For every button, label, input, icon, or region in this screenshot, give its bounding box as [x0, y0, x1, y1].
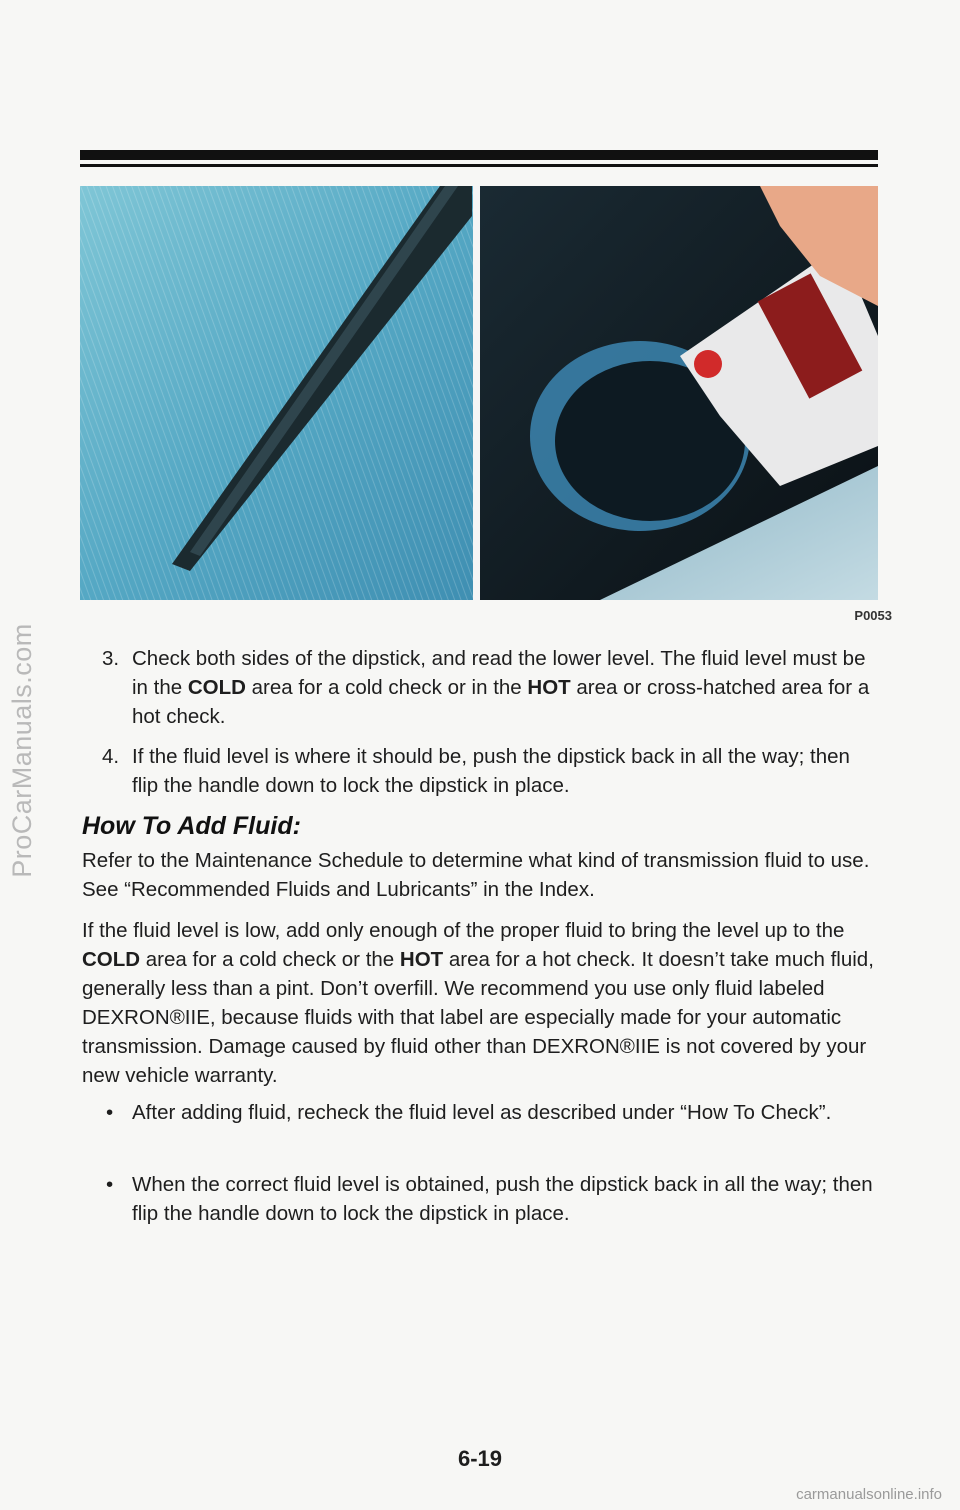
bullet-item [106, 1170, 876, 1228]
dipstick-photo [80, 186, 473, 600]
section-heading: How To Add Fluid: [82, 812, 301, 840]
header-rule-thick [80, 150, 878, 160]
figure-photos [80, 186, 878, 600]
hot-keyword: HOT [527, 676, 571, 699]
paragraph-refer: Refer to the Maintenance Schedule to determine what kind of transmission fluid to use. See “Recommended Fluids and Lubricants” in the Index. [82, 849, 870, 901]
step-text: Check both sides of the dipstick, and read the lower level. The fluid level must be in the COLD area for a cold check or in the HOT area or cross-hatched area for a hot check. [132, 647, 870, 728]
footer-watermark: carmanualsonline.info [796, 1486, 942, 1503]
bullet-icon: • [106, 1101, 114, 1124]
cold-keyword: COLD [187, 676, 246, 699]
bullet-text: After adding fluid, recheck the fluid level as described under “How To Check”. [132, 1101, 832, 1124]
cold-keyword: COLD [82, 948, 141, 971]
figure-photos-svg [80, 186, 878, 600]
paragraph-fluid-low: If the fluid level is low, add only enough of the proper fluid to bring the level up to the COLD area for a cold check or the HOT area for a hot check. It doesn’t take much fluid, generally less than a pint. Don’t overfill. We recommend you use only fluid labeled DEXRON®IIE, because fluids with that label are especially made for your automatic transmission. Damage caused by fluid other than DEXRON®IIE is not covered by your new vehicle warranty. [82, 919, 874, 1087]
header-rule-thin [80, 164, 878, 167]
bullet-icon: • [106, 1173, 114, 1196]
side-watermark-text: ProCarManuals.com [6, 622, 37, 878]
bullet-item [106, 1098, 876, 1127]
photo-divider [473, 186, 480, 600]
step-number: 3. [102, 647, 120, 670]
side-watermark [2, 300, 42, 1200]
step-3 [102, 644, 872, 731]
bullet-text: When the correct fluid level is obtained, push the dipstick back in all the way; then flip the handle down to lock the dipstick in place. [132, 1173, 873, 1225]
figure-code: P0053 [854, 608, 892, 623]
add-fluid-photo [480, 186, 878, 600]
step-number: 4. [102, 745, 120, 768]
page-number: 6-19 [457, 1446, 503, 1471]
step-text: If the fluid level is where it should be, push the dipstick back in all the way; then flip the handle down to lock the dipstick in place. [132, 745, 850, 797]
hot-keyword: HOT [399, 948, 444, 971]
step-4 [102, 742, 872, 800]
